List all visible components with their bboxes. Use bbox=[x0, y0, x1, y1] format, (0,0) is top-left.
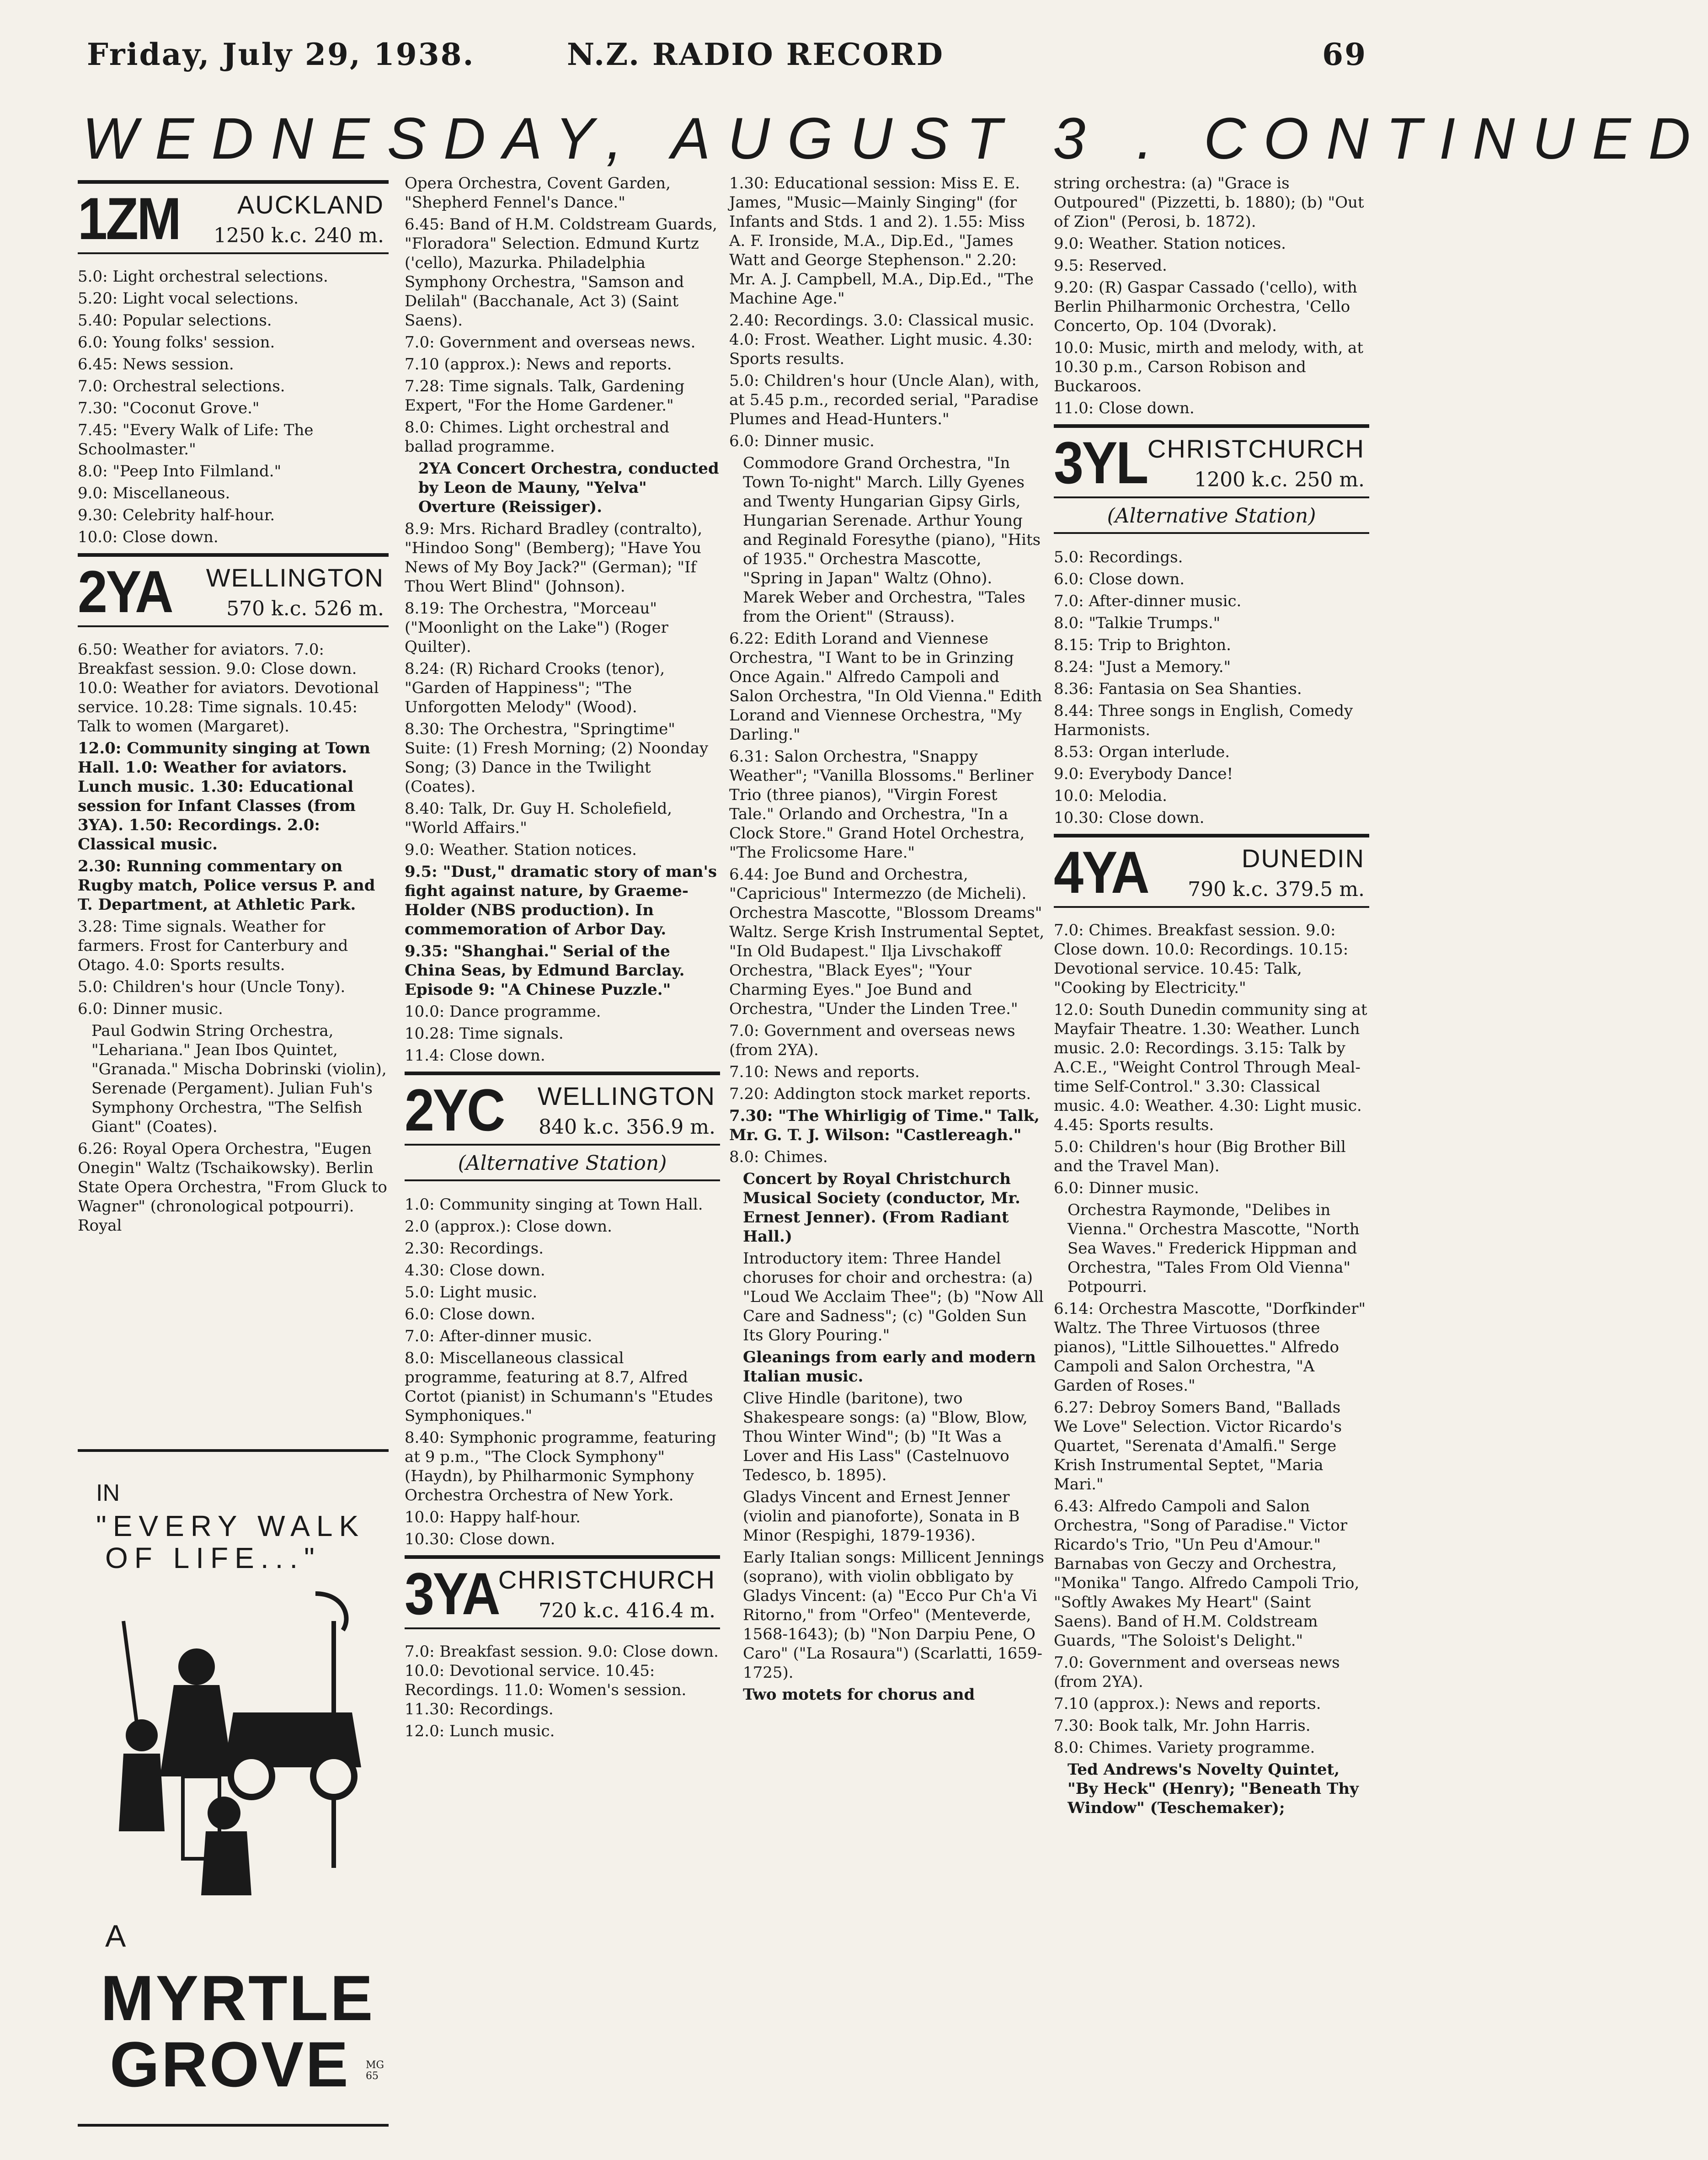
alternative-station-label: (Alternative Station) bbox=[1054, 507, 1369, 534]
program-item: 10.0: Happy half-hour. bbox=[405, 1508, 581, 1526]
station-city: WELLINGTON bbox=[537, 1082, 715, 1110]
day-banner: WEDNESDAY, AUGUST 3 . CONTINUED bbox=[82, 106, 1708, 171]
program-item: 8.24: (R) Richard Crooks (tenor), "Garden of Happiness"; "The Unforgotten Melody" (Wood). bbox=[405, 660, 665, 716]
program-item: 7.45: "Every Walk of Life: The Schoolmaster." bbox=[78, 421, 314, 459]
program-item: 6.31: Salon Orchestra, "Snappy Weather"; "Vanilla Blossoms." Berliner Trio (three pianos), "Virgin Forest Tale." Orlando and Orchestra, "In a Clock Store." Grand Hotel Orchestra, "The Frolicsome Hare." bbox=[729, 747, 1034, 862]
program-item: 8.0: Chimes. bbox=[729, 1148, 828, 1166]
program-item: 9.35: "Shanghai." Serial of the China Seas, by Edmund Barclay. Episode 9: "A Chinese Puzzle." bbox=[405, 942, 685, 999]
program-item: Paul Godwin String Orchestra, "Lehariana." Jean Ibos Quintet, "Granada." Mischa Dobrinski (violin), Serenade (Pergament). Julian Fuh's Symphony Orchestra, "The Selfish Giant" (Coates). bbox=[91, 1022, 387, 1136]
program-item: 7.30: "The Whirligig of Time." Talk, Mr. G. T. J. Wilson: "Castlereagh." bbox=[729, 1107, 1040, 1144]
station-call: 2YA bbox=[78, 558, 172, 625]
program-item: 5.0: Recordings. bbox=[1054, 548, 1183, 566]
program-item: 6.14: Orchestra Mascotte, "Dorfkinder" Waltz. The Three Virtuosos (three pianos), "Little Silhouettes." Alfredo Campoli and Salon Orchestra, "A Garden of Roses." bbox=[1054, 1300, 1366, 1395]
program-item: 6.0: Close down. bbox=[405, 1305, 536, 1323]
station-call: 3YA bbox=[405, 1560, 499, 1627]
program-item: 6.50: Weather for aviators. 7.0: Breakfast session. 9.0: Close down. 10.0: Weather for aviators. Devotional service. 10.28: Time signals. 10.45: Talk to women (Margaret). bbox=[78, 640, 379, 736]
program-item: 8.9: Mrs. Richard Bradley (contralto), "Hindoo Song" (Bemberg); "Have You News of My Boy Jack?" (German); "If Thou Wert Blind" (Johnson). bbox=[405, 520, 703, 596]
program-item: 7.20: Addington stock market reports. bbox=[729, 1085, 1031, 1103]
program-item: 6.22: Edith Lorand and Viennese Orchestra, "I Want to be in Grinzing Once Again." Alfredo Campoli and Salon Orchestra, "In Old Vienna." Edith Lorand and Viennese Orchestra, "My Darling." bbox=[729, 629, 1042, 744]
station-header-2yc bbox=[405, 1072, 720, 1146]
program-item: 10.0: Melodia. bbox=[1054, 787, 1167, 805]
alternative-station-label: (Alternative Station) bbox=[405, 1154, 720, 1181]
page-number: 69 bbox=[1322, 37, 1367, 72]
program-item: 5.0: Children's hour (Uncle Tony). bbox=[78, 978, 346, 996]
program-item: Opera Orchestra, Covent Garden, "Shepherd Fennel's Dance." bbox=[405, 174, 671, 212]
program-list-3yl bbox=[1054, 548, 1369, 827]
program-item: 5.0: Children's hour (Uncle Alan), with, at 5.45 p.m., recorded serial, "Paradise Plumes and Head-Hunters." bbox=[729, 372, 1040, 428]
program-item: 6.43: Alfredo Campoli and Salon Orchestra, "Song of Paradise." Victor Ricardo's Trio, "Un Peu d'Amour." Barnabas von Geczy and Orchestra, "Monika" Tango. Alfredo Campoli Trio, "Softly Awakes My Heart" (Saint Saens). Band of H.M. Coldstream Guards, "The Soloist's Delight." bbox=[1054, 1497, 1360, 1650]
station-call: 2YC bbox=[405, 1077, 504, 1143]
program-item: 6.0: Dinner music. bbox=[729, 432, 875, 450]
program-item: 8.0: Chimes. Variety programme. bbox=[1054, 1739, 1315, 1757]
program-item: 7.0: Orchestral selections. bbox=[78, 377, 285, 395]
program-item: Ted Andrews's Novelty Quintet, "By Heck" (Henry); "Beneath Thy Window" (Teschemaker); bbox=[1068, 1760, 1359, 1817]
program-item: 1.0: Community singing at Town Hall. bbox=[405, 1195, 703, 1214]
ad-life-text: OF LIFE..." bbox=[105, 1541, 321, 1574]
program-item: 7.0: Government and overseas news (from 2YA). bbox=[729, 1022, 1015, 1059]
program-item: 6.0: Close down. bbox=[1054, 570, 1185, 588]
station-header-2ya bbox=[78, 553, 389, 627]
program-item: 2.40: Recordings. 3.0: Classical music. 4.0: Frost. Weather. Light music. 4.30: Sports results. bbox=[729, 311, 1035, 368]
program-item: 10.28: Time signals. bbox=[405, 1024, 564, 1043]
program-item: 9.0: Everybody Dance! bbox=[1054, 765, 1233, 783]
program-item: 5.40: Popular selections. bbox=[78, 311, 272, 330]
page-header bbox=[87, 37, 1367, 78]
program-item: 11.4: Close down. bbox=[405, 1046, 545, 1065]
program-item: 5.20: Light vocal selections. bbox=[78, 289, 299, 308]
program-item: Clive Hindle (baritone), two Shakespeare songs: (a) "Blow, Blow, Thou Winter Wind"; (b) "It Was a Lover and His Lass" (Castelnuovo Tedesco, b. 1895). bbox=[743, 1389, 1028, 1484]
program-item: 10.0: Close down. bbox=[78, 528, 219, 546]
program-item: 8.40: Talk, Dr. Guy H. Scholefield, "World Affairs." bbox=[405, 800, 673, 837]
program-item: 8.30: The Orchestra, "Springtime" Suite: (1) Fresh Morning; (2) Noonday Song; (3) Dance in the Twilight (Coates). bbox=[405, 720, 709, 796]
program-item: 8.0: "Talkie Trumps." bbox=[1054, 614, 1221, 632]
column-2 bbox=[405, 174, 720, 2139]
station-call: 3YL bbox=[1054, 429, 1147, 496]
program-item: 10.30: Close down. bbox=[405, 1530, 555, 1548]
program-list-2ya-cont bbox=[405, 174, 720, 1065]
header-date: Friday, July 29, 1938. bbox=[87, 37, 475, 72]
program-item: Two motets for chorus and bbox=[743, 1685, 975, 1704]
program-list-2yc bbox=[405, 1195, 720, 1549]
program-item: 9.0: Weather. Station notices. bbox=[1054, 235, 1286, 253]
program-item: 4.30: Close down. bbox=[405, 1261, 545, 1280]
station-call: 1ZM bbox=[78, 185, 180, 252]
station-header-4ya bbox=[1054, 834, 1369, 908]
program-item: Gladys Vincent and Ernest Jenner (violin and pianoforte), Sonata in B Minor (Respighi, 1879-1936). bbox=[743, 1488, 1020, 1545]
program-item: string orchestra: (a) "Grace is Outpoured" (Pizzetti, b. 1880); (b) "Out of Zion" (Perosi, b. 1872). bbox=[1054, 174, 1364, 231]
program-item: 11.0: Close down. bbox=[1054, 399, 1195, 417]
program-item: 7.0: Government and overseas news (from 2YA). bbox=[1054, 1653, 1340, 1691]
program-item: 9.0: Miscellaneous. bbox=[78, 484, 230, 502]
program-item: 1.30: Educational session: Miss E. E. James, "Music—Mainly Singing" (for Infants and Stds. 1 and 2). 1.55: Miss A. F. Ironside, M.A., Dip.Ed., "James Watt and George Stephenson." 2.20: Mr. A. J. Campbell, M.A., Dip.Ed., "The Machine Age." bbox=[729, 174, 1034, 308]
program-item: 9.5: "Dust," dramatic story of man's fight against nature, by Graeme-Holder (NBS production). In commemoration of Arbor Day. bbox=[405, 863, 717, 939]
station-city: AUCKLAND bbox=[237, 190, 384, 219]
program-item: 2.30: Recordings. bbox=[405, 1239, 544, 1258]
program-item: 8.0: Chimes. Light orchestral and ballad programme. bbox=[405, 418, 670, 456]
station-header-1zm bbox=[78, 180, 389, 254]
program-item: 6.0: Young folks' session. bbox=[78, 333, 275, 352]
program-item: 7.10 (approx.): News and reports. bbox=[405, 355, 672, 373]
program-item: 9.20: (R) Gaspar Cassado ('cello), with Berlin Philharmonic Orchestra, 'Cello Concerto, Op. 104 (Dvorak). bbox=[1054, 278, 1357, 335]
station-city: WELLINGTON bbox=[206, 563, 384, 592]
program-item: 8.53: Organ interlude. bbox=[1054, 743, 1230, 761]
program-item: 7.30: Book talk, Mr. John Harris. bbox=[1054, 1717, 1311, 1735]
program-item: 6.45: Band of H.M. Coldstream Guards, "Floradora" Selection. Edmund Kurtz ('cello), Mazurka. Philadelphia Symphony Orchestra, "Samson and Delilah" (Bacchanale, Act 3) (Saint Saens). bbox=[405, 215, 717, 330]
program-item: 7.0: After-dinner music. bbox=[1054, 592, 1242, 610]
station-frequency: 720 k.c. 416.4 m. bbox=[539, 1599, 715, 1622]
program-item: 12.0: Lunch music. bbox=[405, 1722, 555, 1740]
program-item: 9.0: Weather. Station notices. bbox=[405, 841, 637, 859]
program-item: 8.44: Three songs in English, Comedy Harmonists. bbox=[1054, 702, 1353, 739]
program-item: 3.28: Time signals. Weather for farmers. Frost for Canterbury and Otago. 4.0: Sports results. bbox=[78, 917, 348, 974]
station-frequency: 790 k.c. 379.5 m. bbox=[1188, 878, 1365, 901]
program-item: 6.0: Dinner music. bbox=[78, 1000, 223, 1018]
program-item: 5.0: Light music. bbox=[405, 1283, 538, 1301]
program-item: 6.27: Debroy Somers Band, "Ballads We Love" Selection. Victor Ricardo's Quartet, "Serenata d'Amalfi." Serge Krish Instrumental Septet, "Maria Mari." bbox=[1054, 1398, 1342, 1493]
program-item: 8.0: "Peep Into Filmland." bbox=[78, 462, 282, 480]
program-item: 5.0: Children's hour (Big Brother Bill and the Travel Man). bbox=[1054, 1138, 1346, 1175]
program-item: Commodore Grand Orchestra, "In Town To-night" March. Lilly Gyenes and Twenty Hungarian Gipsy Girls, Hungarian Serenade. Arthur Young and Reginald Foresythe (piano), "Hits of 1935." Orchestra Mascotte, "Spring in Japan" Waltz (Ohno). Marek Weber and Orchestra, "Tales from the Orient" (Strauss). bbox=[743, 454, 1041, 626]
program-item: 8.15: Trip to Brighton. bbox=[1054, 636, 1231, 654]
program-item: 10.30: Close down. bbox=[1054, 809, 1205, 827]
program-item: 5.0: Light orchestral selections. bbox=[78, 267, 328, 286]
program-item: 12.0: Community singing at Town Hall. 1.0: Weather for aviators. Lunch music. 1.30: Educational session for Infant Classes (from 3YA). 1.50: Recordings. 2.0: Classical music. bbox=[78, 739, 370, 853]
advertisement-myrtle-grove bbox=[78, 1449, 389, 2127]
station-header-3ya bbox=[405, 1555, 720, 1629]
program-item: 8.24: "Just a Memory." bbox=[1054, 658, 1231, 676]
program-list-2ya bbox=[78, 640, 389, 1235]
program-item: Introductory item: Three Handel choruses for choir and orchestra: (a) "Loud We Acclaim Thee"; (b) "Now All Care and Sadness"; (c) "Golden Sun Its Glory Pouring." bbox=[743, 1249, 1044, 1344]
program-item: 6.26: Royal Opera Orchestra, "Eugen Onegin" Waltz (Tschaikowsky). Berlin State Opera Orchestra, "From Gluck to Wagner" (chronological potpourri). Royal bbox=[78, 1140, 387, 1235]
header-title: N.Z. RADIO RECORD bbox=[567, 37, 944, 72]
program-item: 7.28: Time signals. Talk, Gardening Expert, "For the Home Gardener." bbox=[405, 377, 685, 415]
program-item: 9.5: Reserved. bbox=[1054, 256, 1167, 275]
program-item: 7.30: "Coconut Grove." bbox=[78, 399, 260, 417]
program-item: 7.0: Chimes. Breakfast session. 9.0: Close down. 10.0: Recordings. 10.15: Devotional service. 10.45: Talk, "Cooking by Electricity." bbox=[1054, 921, 1349, 997]
station-frequency: 1200 k.c. 250 m. bbox=[1194, 468, 1365, 491]
ad-illustration bbox=[96, 1575, 370, 1914]
program-item: 9.30: Celebrity half-hour. bbox=[78, 506, 275, 524]
program-item: 12.0: South Dunedin community sing at Mayfair Theatre. 1.30: Weather. Lunch music. 2.0: Recordings. 3.15: Talk by A.C.E., "Weight Control Through Meal-time Self-Control." 3.30: Classical music. 4.0: Weather. 4.30: Light music. 4.45: Sports results. bbox=[1054, 1001, 1367, 1134]
program-item: 7.0: Breakfast session. 9.0: Close down. 10.0: Devotional service. 10.45: Recordings. 11.0: Women's session. 11.30: Recordings. bbox=[405, 1643, 719, 1718]
program-item: 2YA Concert Orchestra, conducted by Leon de Mauny, "Yelva" Overture (Reissiger). bbox=[418, 459, 719, 516]
program-item: 6.45: News session. bbox=[78, 355, 234, 373]
program-item: 8.36: Fantasia on Sea Shanties. bbox=[1054, 680, 1302, 698]
program-list-3ya bbox=[405, 1642, 720, 1741]
station-city: DUNEDIN bbox=[1241, 844, 1365, 873]
program-item: 7.0: After-dinner music. bbox=[405, 1327, 592, 1345]
ad-walk-text: "EVERY WALK bbox=[96, 1509, 365, 1542]
program-item: Concert by Royal Christchurch Musical Society (conductor, Mr. Ernest Jenner). (From Radiant Hall.) bbox=[743, 1170, 1020, 1246]
ad-in-text: IN bbox=[96, 1480, 120, 1506]
program-list-3ya-cont bbox=[1054, 174, 1369, 418]
program-item: 7.10: News and reports. bbox=[729, 1063, 920, 1081]
program-item: 8.19: The Orchestra, "Morceau" ("Moonlight on the Lake") (Roger Quilter). bbox=[405, 599, 668, 656]
ad-brand-myrtle: MYRTLE bbox=[101, 1962, 375, 2034]
ad-a-text: A bbox=[105, 1919, 126, 1953]
station-call: 4YA bbox=[1054, 839, 1148, 906]
program-item: Orchestra Raymonde, "Delibes in Vienna." Orchestra Mascotte, "North Sea Waves." Frederick Hippman and Orchestra, "Tales From Old Vienna" Potpourri. bbox=[1068, 1201, 1360, 1296]
column-4 bbox=[1054, 174, 1369, 2139]
program-item: 10.0: Dance programme. bbox=[405, 1003, 601, 1021]
station-city: CHRISTCHURCH bbox=[498, 1565, 715, 1594]
station-city: CHRISTCHURCH bbox=[1147, 434, 1365, 463]
program-item: Early Italian songs: Millicent Jennings (soprano), with violin obbligato by Gladys Vincent: (a) "Ecco Pur Ch'a Vi Ritorno," from "Orfeo" (Menteverde, 1568-1643); (b) "Non Darpiu Pene, O Caro" ("La Rosaura") (Scarlatti, 1659-1725). bbox=[743, 1548, 1044, 1682]
program-item: 7.10 (approx.): News and reports. bbox=[1054, 1695, 1321, 1713]
program-item: 2.0 (approx.): Close down. bbox=[405, 1217, 612, 1236]
ad-code: MG 65 bbox=[366, 2059, 384, 2082]
program-list-1zm bbox=[78, 267, 389, 547]
program-item: 8.40: Symphonic programme, featuring at 9 p.m., "The Clock Symphony" (Haydn), by Philharmonic Symphony Orchestra Orchestra of New York. bbox=[405, 1429, 716, 1504]
program-item: Gleanings from early and modern Italian music. bbox=[743, 1348, 1036, 1386]
program-item: 7.0: Government and overseas news. bbox=[405, 333, 696, 352]
ad-brand-grove: GROVE bbox=[110, 2028, 350, 2100]
program-item: 8.0: Miscellaneous classical programme, featuring at 8.7, Alfred Cortot (pianist) in Schumann's "Etudes Symphoniques." bbox=[405, 1349, 713, 1425]
station-frequency: 1250 k.c. 240 m. bbox=[214, 224, 384, 247]
column-3 bbox=[729, 174, 1045, 2139]
program-item: 6.0: Dinner music. bbox=[1054, 1179, 1199, 1197]
station-header-3yl bbox=[1054, 424, 1369, 498]
station-frequency: 570 k.c. 526 m. bbox=[226, 597, 384, 620]
program-item: 2.30: Running commentary on Rugby match, Police versus P. and T. Department, at Athletic Park. bbox=[78, 857, 375, 914]
station-frequency: 840 k.c. 356.9 m. bbox=[539, 1115, 715, 1139]
program-list-4ya bbox=[1054, 921, 1369, 1818]
program-item: 10.0: Music, mirth and melody, with, at 10.30 p.m., Carson Robison and Buckaroos. bbox=[1054, 339, 1363, 395]
program-item: 6.44: Joe Bund and Orchestra, "Capricious" Intermezzo (de Micheli). Orchestra Mascotte, "Blossom Dreams" Waltz. Serge Krish Instrumental Septet, "In Old Budapest." Ilja Livschakoff Orchestra, "Black Eyes"; "Your Charming Eyes." Joe Bund and Orchestra, "Under the Linden Tree." bbox=[729, 865, 1045, 1018]
